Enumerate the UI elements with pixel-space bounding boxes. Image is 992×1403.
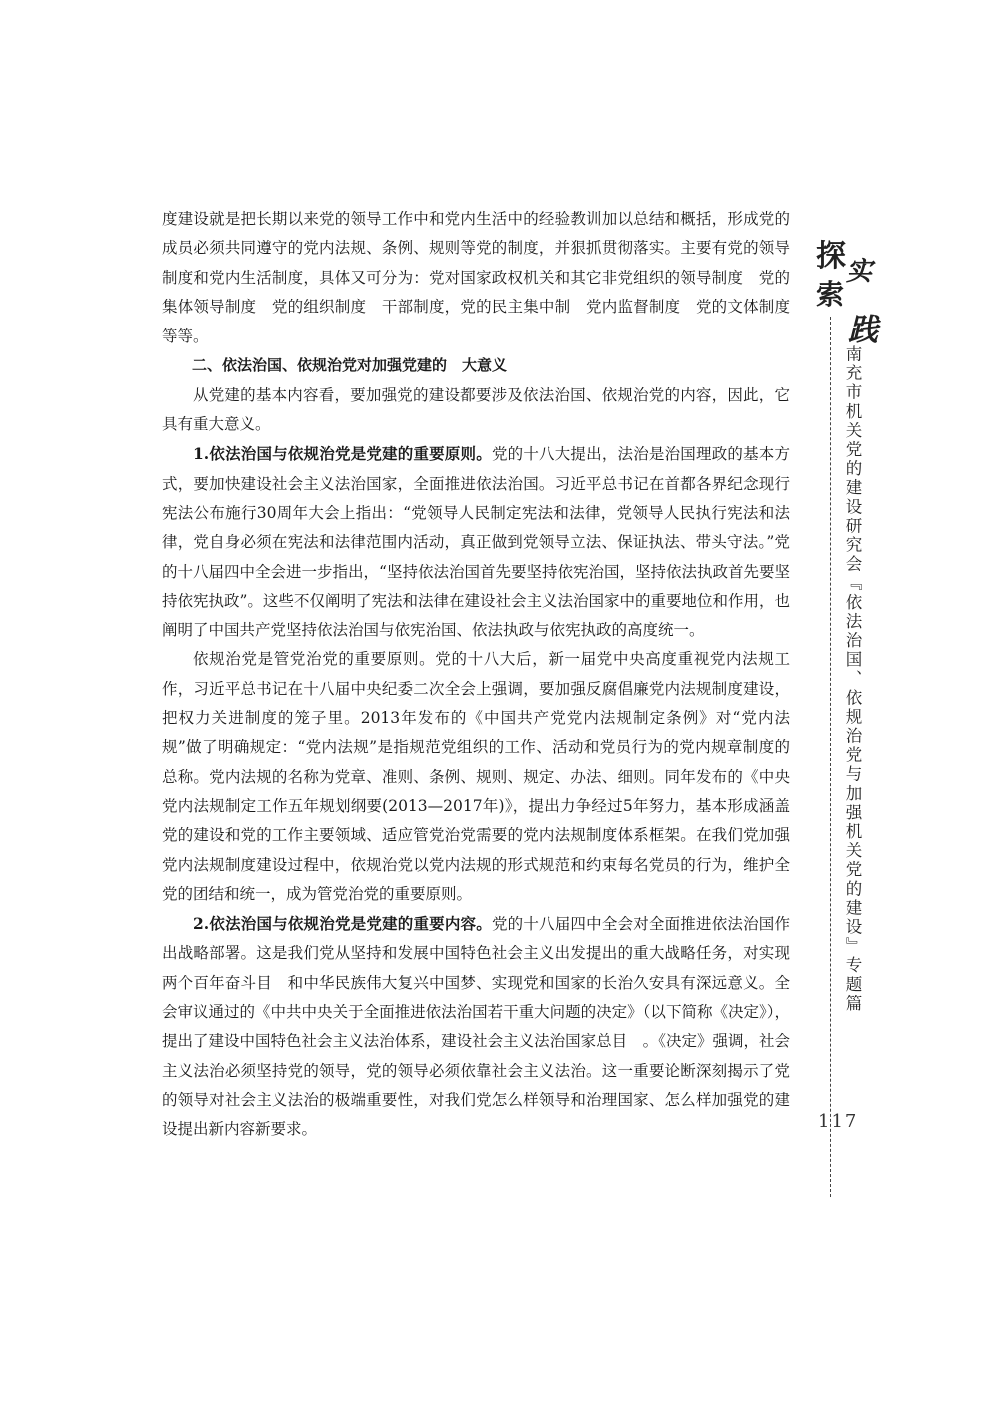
paragraph	[162, 909, 790, 1144]
column-logo	[812, 225, 886, 348]
paragraph-lead: 2.依法治国与依规治党是党建的重要内容。	[193, 914, 492, 934]
column-sidebar	[810, 225, 890, 1235]
paragraph-continuation: 度建设就是把长期以来党的领导工作中和党内生活中的经验教训加以总结和概括，形成党的成员必须共同遵守的党内法规、条例、规则等党的制度，并狠抓贯彻落实。主要有党的领导制度和党内生活制度，具体又可分为：党对国家政权机关和其它非党组织的领导制度 党的集体领导制度 党的组织制度 干部制度，党的民主集中制 党内监督制度 党的文体制度等等。	[162, 210, 790, 346]
paragraph-body: 党的十八届四中全会对全面推进依法治国作出战略部署。这是我们党从坚持和发展中国特色社会主义出发提出的重大战略任务，对实现两个百年奋斗目 和中华民族伟大复兴中国梦、实现党和国家的长治久安具有深远意义。全会审议通过的《中共中央关于全面推进依法治国若干重大问题的决定》（以下简称《决定》），提出了建设中国特色社会主义法治体系，建设社会主义法治国家总目 。《决定》强调，社会主义法治必须坚持党的领导，党的领导必须依靠社会主义法治。这一重要论断深刻揭示了党的领导对社会主义法治的极端重要性，对我们党怎么样领导和治理国家、怎么样加强党的建设提出新内容新要求。	[162, 915, 790, 1139]
paragraph	[162, 439, 790, 645]
logo-char: 实	[846, 257, 873, 287]
logo-char: 索	[816, 278, 845, 311]
page-number: 117	[818, 1111, 859, 1132]
paragraph: 依规治党是管党治党的重要原则。党的十八大后，新一届党中央高度重视党内法规工作，习近平总书记在十八届中央纪委二次全会上强调，要加强反腐倡廉党内法规制度建设，把权力关进制度的笼子里。2013年发布的《中国共产党党内法规制定条例》对“党内法规”做了明确规定：“党内法规”是指规范党组织的工作、活动和党员行为的党内规章制度的总称。党内法规的名称为党章、准则、条例、规则、规定、办法、细则。同年发布的《中央党内法规制定工作五年规划纲要(2013—2017年)》，提出力争经过5年努力，基本形成涵盖党的建设和党的工作主要领域、适应管党治党需要的党内法规制度体系框架。在我们党加强党内法规制度建设过程中，依规治党以党内法规的形式规范和约束每名党员的行为，维护全党的团结和统一，成为管党治党的重要原则。	[162, 650, 790, 903]
section-heading: 二、依法治国、依规治党对加强党建的 大意义	[192, 356, 508, 375]
logo-char: 探	[816, 239, 846, 274]
logo-char: 践	[848, 313, 878, 348]
column-title: 南充市机关党的建设研究会『依法治国、依规治党与加强机关党的建设』专题篇	[843, 345, 862, 1014]
body-text	[162, 205, 790, 1145]
dashed-divider	[830, 317, 831, 1197]
paragraph: 从党建的基本内容看，要加强党的建设都要涉及依法治国、依规治党的内容，因此，它具有重大意义。	[162, 385, 790, 434]
paragraph-lead: 1.依法治国与依规治党是党建的重要原则。	[193, 444, 492, 464]
paragraph-body: 党的十八大提出，法治是治国理政的基本方式，要加快建设社会主义法治国家，全面推进依法治国。习近平总书记在首都各界纪念现行宪法公布施行30周年大会上指出：“党领导人民制定宪法和法律，党领导人民执行宪法和法律，党自身必须在宪法和法律范围内活动，真正做到党领导立法、保证执法、带头守法。”党的十八届四中全会进一步指出，“坚持依法治国首先要坚持依宪治国，坚持依法执政首先要坚持依宪执政”。这些不仅阐明了宪法和法律在建设社会主义法治国家中的重要地位和作用，也阐明了中国共产党坚持依法治国与依宪治国、依法执政与依宪执政的高度统一。	[162, 445, 790, 640]
